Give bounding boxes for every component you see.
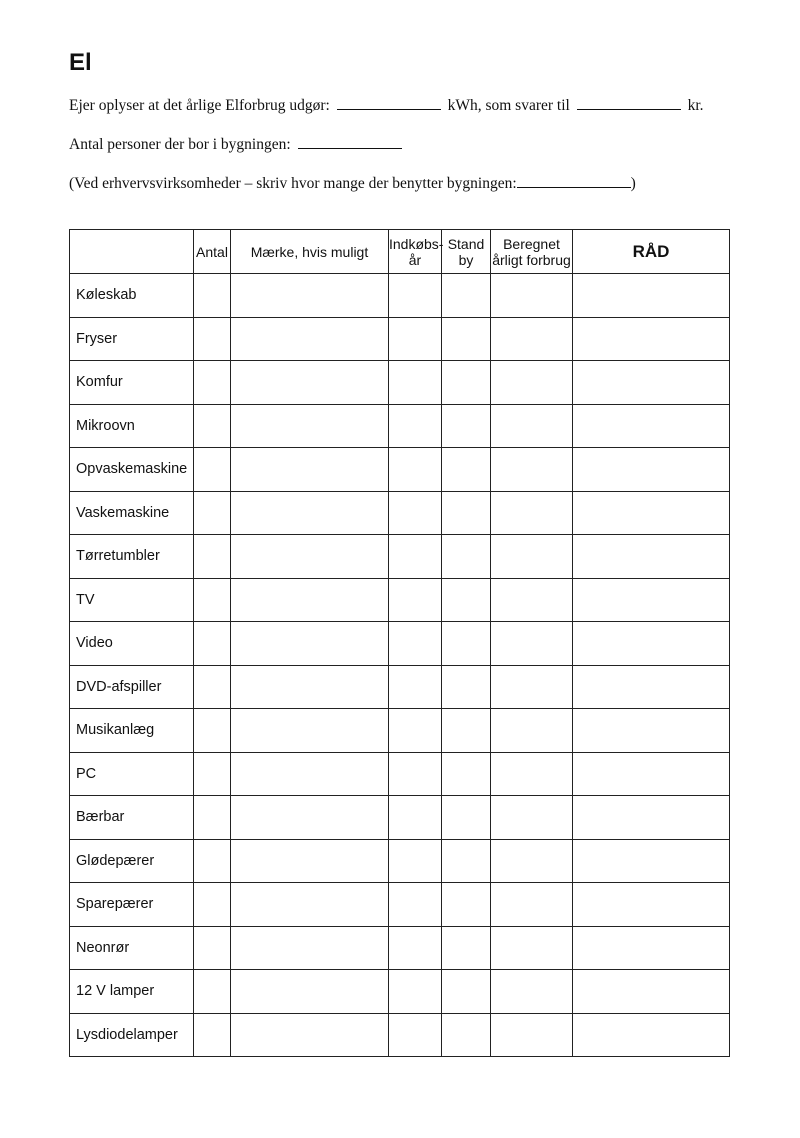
appliance-label: Mikroovn xyxy=(70,404,194,448)
table-cell-maerke[interactable] xyxy=(231,752,389,796)
table-cell-antal[interactable] xyxy=(194,839,231,883)
table-cell-beregnet-forbrug[interactable] xyxy=(491,665,573,709)
appliance-label: Glødepærer xyxy=(70,839,194,883)
table-cell-antal[interactable] xyxy=(194,404,231,448)
table-cell-beregnet-forbrug[interactable] xyxy=(491,796,573,840)
table-cell-standby[interactable] xyxy=(442,361,491,405)
table-header-row xyxy=(70,230,730,274)
table-cell-antal[interactable] xyxy=(194,317,231,361)
table-cell-beregnet-forbrug[interactable] xyxy=(491,578,573,622)
table-cell-indkoebsaar[interactable] xyxy=(389,578,442,622)
kwh-label: kWh, som svarer til xyxy=(447,97,570,114)
table-cell-beregnet-forbrug[interactable] xyxy=(491,535,573,579)
page-title: El xyxy=(69,49,92,76)
table-cell-beregnet-forbrug[interactable] xyxy=(491,839,573,883)
table-row xyxy=(70,274,730,318)
table-cell-maerke[interactable] xyxy=(231,578,389,622)
table-cell-indkoebsaar[interactable] xyxy=(389,752,442,796)
table-cell-indkoebsaar[interactable] xyxy=(389,839,442,883)
table-cell-antal[interactable] xyxy=(194,970,231,1014)
table-cell-raad[interactable] xyxy=(573,926,730,970)
table-cell-antal[interactable] xyxy=(194,665,231,709)
appliance-label: 12 V lamper xyxy=(70,970,194,1014)
table-cell-antal[interactable] xyxy=(194,535,231,579)
table-cell-beregnet-forbrug[interactable] xyxy=(491,361,573,405)
table-cell-maerke[interactable] xyxy=(231,622,389,666)
table-cell-indkoebsaar[interactable] xyxy=(389,274,442,318)
appliance-label: Musikanlæg xyxy=(70,709,194,753)
table-cell-raad[interactable] xyxy=(573,404,730,448)
table-cell-maerke[interactable] xyxy=(231,665,389,709)
table-cell-antal[interactable] xyxy=(194,796,231,840)
appliance-label: PC xyxy=(70,752,194,796)
header-indkoebsaar: Indkøbs- år xyxy=(389,230,442,274)
table-row xyxy=(70,448,730,492)
table-row xyxy=(70,709,730,753)
table-cell-raad[interactable] xyxy=(573,448,730,492)
table-cell-standby[interactable] xyxy=(442,796,491,840)
table-cell-antal[interactable] xyxy=(194,709,231,753)
table-cell-beregnet-forbrug[interactable] xyxy=(491,926,573,970)
appliance-label: Bærbar xyxy=(70,796,194,840)
table-cell-maerke[interactable] xyxy=(231,883,389,927)
table-cell-indkoebsaar[interactable] xyxy=(389,970,442,1014)
table-cell-beregnet-forbrug[interactable] xyxy=(491,883,573,927)
table-cell-standby[interactable] xyxy=(442,665,491,709)
table-row xyxy=(70,361,730,405)
table-cell-raad[interactable] xyxy=(573,709,730,753)
header-beregnet-forbrug: Beregnet årligt forbrug xyxy=(491,230,573,274)
table-cell-standby[interactable] xyxy=(442,491,491,535)
table-cell-maerke[interactable] xyxy=(231,970,389,1014)
table-row xyxy=(70,796,730,840)
header-maerke: Mærke, hvis muligt xyxy=(231,230,389,274)
persons-line xyxy=(69,134,405,155)
appliance-table xyxy=(69,229,730,1057)
appliance-label: Video xyxy=(70,622,194,666)
appliance-label: Lysdiodelamper xyxy=(70,1013,194,1057)
table-row xyxy=(70,578,730,622)
kr-label: kr. xyxy=(687,97,704,114)
persons-label: Antal personer der bor i bygningen: xyxy=(69,136,291,153)
table-cell-raad[interactable] xyxy=(573,361,730,405)
table-cell-indkoebsaar[interactable] xyxy=(389,665,442,709)
table-cell-indkoebsaar[interactable] xyxy=(389,317,442,361)
table-cell-antal[interactable] xyxy=(194,926,231,970)
table-cell-beregnet-forbrug[interactable] xyxy=(491,491,573,535)
table-cell-standby[interactable] xyxy=(442,709,491,753)
table-cell-antal[interactable] xyxy=(194,274,231,318)
table-cell-beregnet-forbrug[interactable] xyxy=(491,274,573,318)
table-cell-standby[interactable] xyxy=(442,317,491,361)
table-cell-maerke[interactable] xyxy=(231,274,389,318)
table-cell-indkoebsaar[interactable] xyxy=(389,361,442,405)
table-cell-indkoebsaar[interactable] xyxy=(389,709,442,753)
table-cell-standby[interactable] xyxy=(442,535,491,579)
table-cell-standby[interactable] xyxy=(442,839,491,883)
table-cell-maerke[interactable] xyxy=(231,709,389,753)
table-row xyxy=(70,491,730,535)
appliance-label: Komfur xyxy=(70,361,194,405)
table-row xyxy=(70,883,730,927)
table-cell-beregnet-forbrug[interactable] xyxy=(491,622,573,666)
table-cell-antal[interactable] xyxy=(194,1013,231,1057)
table-cell-raad[interactable] xyxy=(573,622,730,666)
table-cell-raad[interactable] xyxy=(573,491,730,535)
table-cell-raad[interactable] xyxy=(573,796,730,840)
table-row xyxy=(70,404,730,448)
table-cell-indkoebsaar[interactable] xyxy=(389,535,442,579)
table-cell-antal[interactable] xyxy=(194,883,231,927)
table-cell-antal[interactable] xyxy=(194,448,231,492)
table-cell-indkoebsaar[interactable] xyxy=(389,796,442,840)
table-cell-raad[interactable] xyxy=(573,535,730,579)
table-row xyxy=(70,752,730,796)
table-cell-indkoebsaar[interactable] xyxy=(389,883,442,927)
table-cell-raad[interactable] xyxy=(573,970,730,1014)
kr-input-line[interactable] xyxy=(577,95,681,110)
table-cell-beregnet-forbrug[interactable] xyxy=(491,709,573,753)
table-cell-standby[interactable] xyxy=(442,448,491,492)
annual-consumption-line xyxy=(69,95,704,116)
header-standby: Stand by xyxy=(442,230,491,274)
table-row xyxy=(70,839,730,883)
appliance-label: Opvaskemaskine xyxy=(70,448,194,492)
table-cell-standby[interactable] xyxy=(442,1013,491,1057)
table-cell-indkoebsaar[interactable] xyxy=(389,622,442,666)
appliance-label: Sparepærer xyxy=(70,883,194,927)
business-users-label: (Ved erhvervsvirksomheder – skriv hvor mange der benytter bygningen: xyxy=(69,175,517,192)
table-cell-raad[interactable] xyxy=(573,665,730,709)
table-cell-raad[interactable] xyxy=(573,274,730,318)
table-cell-maerke[interactable] xyxy=(231,491,389,535)
table-cell-maerke[interactable] xyxy=(231,317,389,361)
table-cell-indkoebsaar[interactable] xyxy=(389,926,442,970)
business-users-close-paren: ) xyxy=(630,175,636,192)
table-cell-maerke[interactable] xyxy=(231,926,389,970)
appliance-label: Køleskab xyxy=(70,274,194,318)
table-cell-maerke[interactable] xyxy=(231,1013,389,1057)
table-cell-beregnet-forbrug[interactable] xyxy=(491,1013,573,1057)
table-cell-maerke[interactable] xyxy=(231,839,389,883)
table-row xyxy=(70,622,730,666)
appliance-label: Vaskemaskine xyxy=(70,491,194,535)
table-cell-antal[interactable] xyxy=(194,361,231,405)
table-row xyxy=(70,1013,730,1057)
table-cell-maerke[interactable] xyxy=(231,404,389,448)
appliance-label: Neonrør xyxy=(70,926,194,970)
table-row xyxy=(70,665,730,709)
table-cell-standby[interactable] xyxy=(442,578,491,622)
table-cell-maerke[interactable] xyxy=(231,361,389,405)
table-cell-beregnet-forbrug[interactable] xyxy=(491,970,573,1014)
header-empty xyxy=(70,230,194,274)
business-users-input-line[interactable] xyxy=(517,173,631,188)
appliance-label: Fryser xyxy=(70,317,194,361)
table-cell-beregnet-forbrug[interactable] xyxy=(491,317,573,361)
table-cell-raad[interactable] xyxy=(573,839,730,883)
business-users-line xyxy=(69,173,636,194)
table-cell-antal[interactable] xyxy=(194,622,231,666)
table-cell-antal[interactable] xyxy=(194,491,231,535)
persons-input-line[interactable] xyxy=(298,134,402,149)
table-cell-raad[interactable] xyxy=(573,317,730,361)
appliance-label: Tørretumbler xyxy=(70,535,194,579)
table-cell-beregnet-forbrug[interactable] xyxy=(491,404,573,448)
table-cell-standby[interactable] xyxy=(442,404,491,448)
table-cell-raad[interactable] xyxy=(573,883,730,927)
kwh-input-line[interactable] xyxy=(337,95,441,110)
table-cell-raad[interactable] xyxy=(573,752,730,796)
header-raad: RÅD xyxy=(573,230,730,274)
header-antal: Antal xyxy=(194,230,231,274)
table-cell-standby[interactable] xyxy=(442,752,491,796)
table-cell-indkoebsaar[interactable] xyxy=(389,1013,442,1057)
table-cell-raad[interactable] xyxy=(573,578,730,622)
table-cell-standby[interactable] xyxy=(442,883,491,927)
table-cell-standby[interactable] xyxy=(442,926,491,970)
table-row xyxy=(70,535,730,579)
table-cell-indkoebsaar[interactable] xyxy=(389,448,442,492)
table-cell-maerke[interactable] xyxy=(231,535,389,579)
table-cell-standby[interactable] xyxy=(442,970,491,1014)
table-cell-indkoebsaar[interactable] xyxy=(389,404,442,448)
table-body xyxy=(70,274,730,1057)
annual-consumption-label: Ejer oplyser at det årlige Elforbrug udgør: xyxy=(69,97,330,114)
table-row xyxy=(70,317,730,361)
table-cell-indkoebsaar[interactable] xyxy=(389,491,442,535)
table-cell-beregnet-forbrug[interactable] xyxy=(491,752,573,796)
appliance-label: TV xyxy=(70,578,194,622)
table-row xyxy=(70,970,730,1014)
table-cell-raad[interactable] xyxy=(573,1013,730,1057)
table-cell-maerke[interactable] xyxy=(231,448,389,492)
table-cell-antal[interactable] xyxy=(194,752,231,796)
table-cell-standby[interactable] xyxy=(442,622,491,666)
table-cell-maerke[interactable] xyxy=(231,796,389,840)
table-cell-standby[interactable] xyxy=(442,274,491,318)
appliance-label: DVD-afspiller xyxy=(70,665,194,709)
table-cell-beregnet-forbrug[interactable] xyxy=(491,448,573,492)
table-cell-antal[interactable] xyxy=(194,578,231,622)
table-row xyxy=(70,926,730,970)
